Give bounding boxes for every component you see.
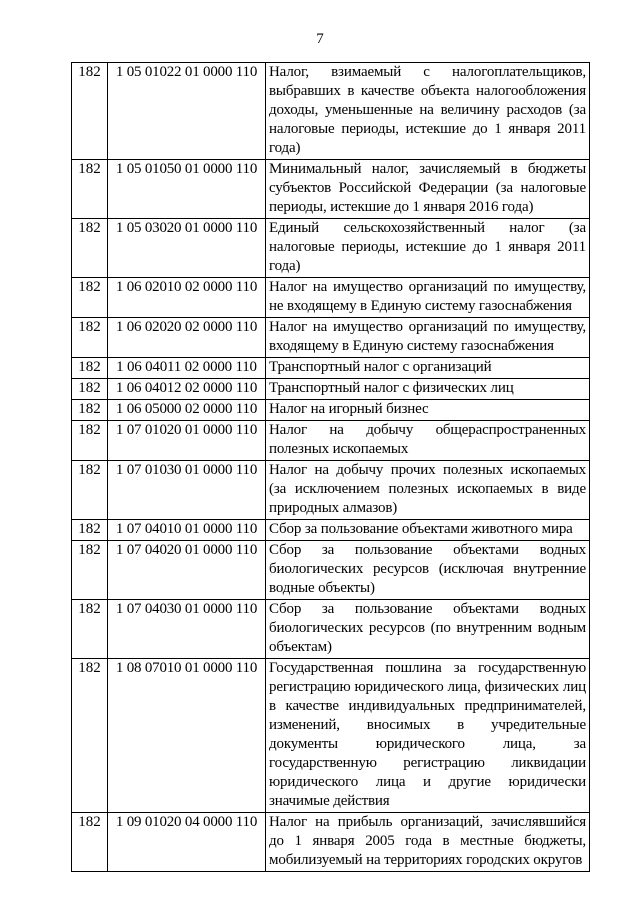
revenue-name-cell: Единый сельскохозяйственный налог (за налоговые периоды, истекшие до 1 января 2011 года) bbox=[266, 219, 590, 278]
admin-code-cell: 182 bbox=[72, 600, 108, 659]
table-row bbox=[72, 278, 590, 318]
revenue-name-cell: Налог на добычу прочих полезных ископаемых (за исключением полезных ископаемых в виде природных алмазов) bbox=[266, 461, 590, 520]
budget-code-cell: 1 07 04030 01 0000 110 bbox=[108, 600, 266, 659]
revenue-name-cell: Транспортный налог с физических лиц bbox=[266, 379, 590, 400]
admin-code-cell: 182 bbox=[72, 461, 108, 520]
admin-code-cell: 182 bbox=[72, 318, 108, 358]
revenue-name-cell: Сбор за пользование объектами животного мира bbox=[266, 520, 590, 541]
table-row bbox=[72, 421, 590, 461]
admin-code-cell: 182 bbox=[72, 63, 108, 160]
revenue-name-cell: Налог на имущество организаций по имуществу, не входящему в Единую систему газоснабжения bbox=[266, 278, 590, 318]
table-row bbox=[72, 520, 590, 541]
admin-code-cell: 182 bbox=[72, 379, 108, 400]
table-row bbox=[72, 813, 590, 872]
admin-code-cell: 182 bbox=[72, 813, 108, 872]
revenue-name-cell: Налог на добычу общераспространенных полезных ископаемых bbox=[266, 421, 590, 461]
admin-code-cell: 182 bbox=[72, 358, 108, 379]
admin-code-cell: 182 bbox=[72, 400, 108, 421]
table-row bbox=[72, 659, 590, 813]
table-row bbox=[72, 318, 590, 358]
revenue-name-cell: Налог на имущество организаций по имуществу, входящему в Единую систему газоснабжения bbox=[266, 318, 590, 358]
table-row bbox=[72, 400, 590, 421]
budget-code-cell: 1 06 04011 02 0000 110 bbox=[108, 358, 266, 379]
table-row bbox=[72, 379, 590, 400]
page-number: 7 bbox=[316, 31, 324, 47]
revenue-name-cell: Государственная пошлина за государственную регистрацию юридического лица, физических лиц в качестве индивидуальных предпринимателей, изменений, вносимых в учредительные документы юридического лица, за государственную регистрацию ликвидации юридического лица и другие юридически значимые действия bbox=[266, 659, 590, 813]
table-row bbox=[72, 600, 590, 659]
table-row bbox=[72, 541, 590, 600]
budget-code-cell: 1 05 03020 01 0000 110 bbox=[108, 219, 266, 278]
admin-code-cell: 182 bbox=[72, 278, 108, 318]
budget-code-cell: 1 08 07010 01 0000 110 bbox=[108, 659, 266, 813]
admin-code-cell: 182 bbox=[72, 541, 108, 600]
revenue-name-cell: Налог, взимаемый с налогоплательщиков, выбравших в качестве объекта налогообложения доходы, уменьшенные на величину расходов (за налоговые периоды, истекшие до 1 января 2011 года) bbox=[266, 63, 590, 160]
budget-codes-table bbox=[71, 62, 590, 872]
budget-code-cell: 1 06 05000 02 0000 110 bbox=[108, 400, 266, 421]
budget-code-cell: 1 07 01020 01 0000 110 bbox=[108, 421, 266, 461]
admin-code-cell: 182 bbox=[72, 421, 108, 461]
budget-code-cell: 1 09 01020 04 0000 110 bbox=[108, 813, 266, 872]
revenue-name-cell: Минимальный налог, зачисляемый в бюджеты субъектов Российской Федерации (за налоговые периоды, истекшие до 1 января 2016 года) bbox=[266, 160, 590, 219]
budget-code-cell: 1 06 02020 02 0000 110 bbox=[108, 318, 266, 358]
budget-code-cell: 1 07 04010 01 0000 110 bbox=[108, 520, 266, 541]
table-row bbox=[72, 219, 590, 278]
revenue-name-cell: Сбор за пользование объектами водных биологических ресурсов (исключая внутренние водные объекты) bbox=[266, 541, 590, 600]
table-row bbox=[72, 160, 590, 219]
revenue-name-cell: Налог на прибыль организаций, зачислявшийся до 1 января 2005 года в местные бюджеты, мобилизуемый на территориях городских округов bbox=[266, 813, 590, 872]
table-row bbox=[72, 63, 590, 160]
budget-code-cell: 1 06 02010 02 0000 110 bbox=[108, 278, 266, 318]
admin-code-cell: 182 bbox=[72, 219, 108, 278]
table-row bbox=[72, 461, 590, 520]
table-row bbox=[72, 358, 590, 379]
revenue-name-cell: Сбор за пользование объектами водных биологических ресурсов (по внутренним водным объектам) bbox=[266, 600, 590, 659]
budget-code-cell: 1 07 01030 01 0000 110 bbox=[108, 461, 266, 520]
admin-code-cell: 182 bbox=[72, 520, 108, 541]
revenue-name-cell: Транспортный налог с организаций bbox=[266, 358, 590, 379]
budget-code-cell: 1 07 04020 01 0000 110 bbox=[108, 541, 266, 600]
budget-codes-table-body bbox=[72, 63, 590, 872]
budget-code-cell: 1 05 01050 01 0000 110 bbox=[108, 160, 266, 219]
budget-code-cell: 1 06 04012 02 0000 110 bbox=[108, 379, 266, 400]
admin-code-cell: 182 bbox=[72, 160, 108, 219]
budget-code-cell: 1 05 01022 01 0000 110 bbox=[108, 63, 266, 160]
revenue-name-cell: Налог на игорный бизнес bbox=[266, 400, 590, 421]
admin-code-cell: 182 bbox=[72, 659, 108, 813]
